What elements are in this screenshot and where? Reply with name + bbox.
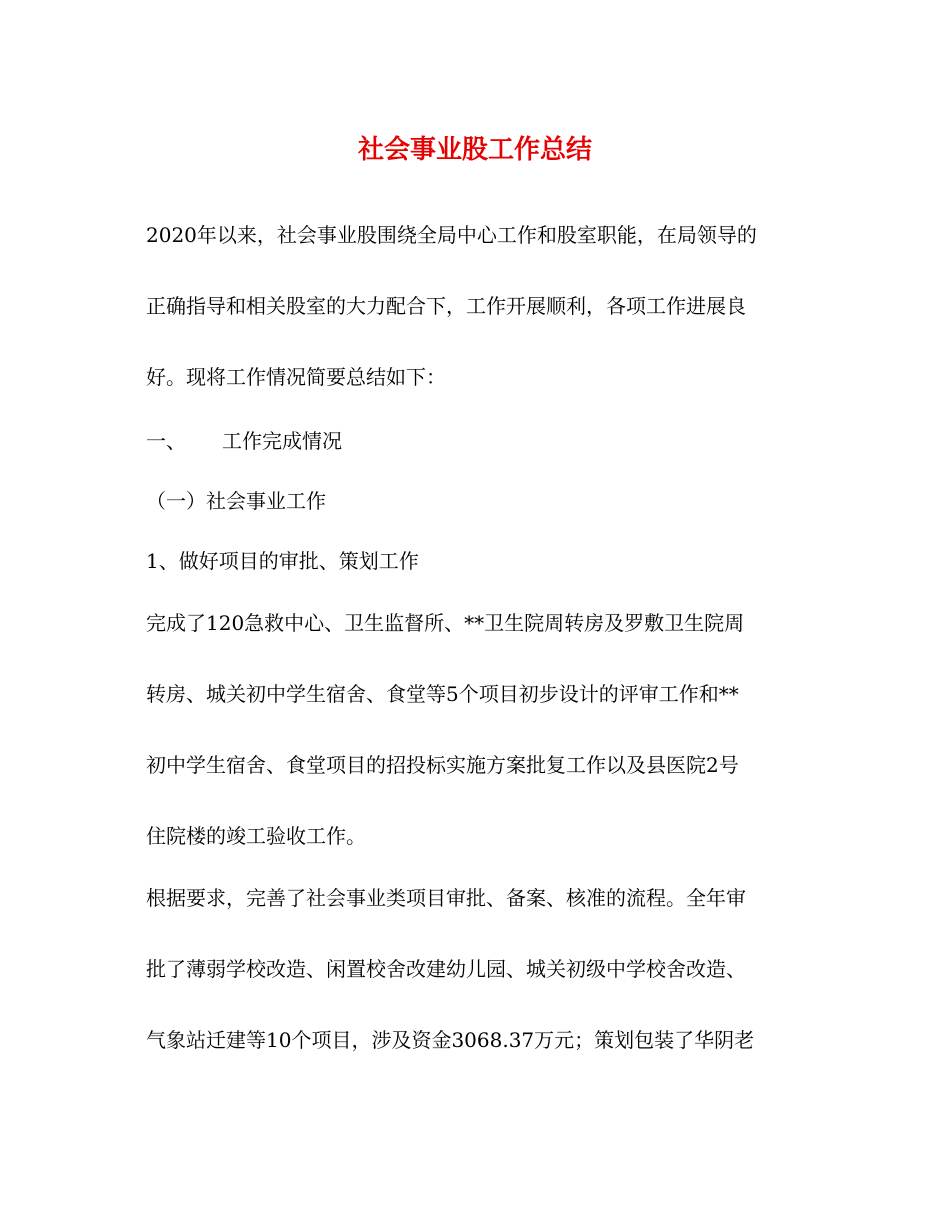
section-heading-number: 一、 — [146, 429, 186, 453]
paragraph-line: 批了薄弱学校改造、闲置校舍改建幼儿园、城关初级中学校舍改造、 — [146, 957, 746, 981]
section-heading-text: 工作完成情况 — [222, 429, 342, 453]
subsection-heading: （一）社会事业工作 — [146, 489, 326, 513]
paragraph-line: 完成了120急救中心、卫生监督所、**卫生院周转房及罗敷卫生院周 — [146, 611, 745, 635]
paragraph-line: 住院楼的竣工验收工作。 — [146, 824, 366, 848]
document-title: 社会事业股工作总结 — [357, 135, 592, 165]
item-heading: 1、做好项目的审批、策划工作 — [146, 549, 419, 573]
paragraph-line: 好。现将工作情况简要总结如下： — [146, 365, 446, 389]
paragraph-line: 根据要求，完善了社会事业类项目审批、备案、核准的流程。全年审 — [146, 886, 746, 910]
paragraph-line: 初中学生宿舍、食堂项目的招投标实施方案批复工作以及县医院2号 — [146, 753, 739, 777]
paragraph-line: 转房、城关初中学生宿舍、食堂等5个项目初步设计的评审工作和** — [146, 682, 739, 706]
paragraph-line: 2020年以来，社会事业股围绕全局中心工作和股室职能，在局领导的 — [146, 223, 757, 247]
paragraph-line: 正确指导和相关股室的大力配合下，工作开展顺利，各项工作进展良 — [146, 294, 746, 318]
paragraph-line: 气象站迁建等10个项目，涉及资金3068.37万元；策划包装了华阴老 — [146, 1028, 755, 1052]
section-heading — [146, 426, 826, 456]
